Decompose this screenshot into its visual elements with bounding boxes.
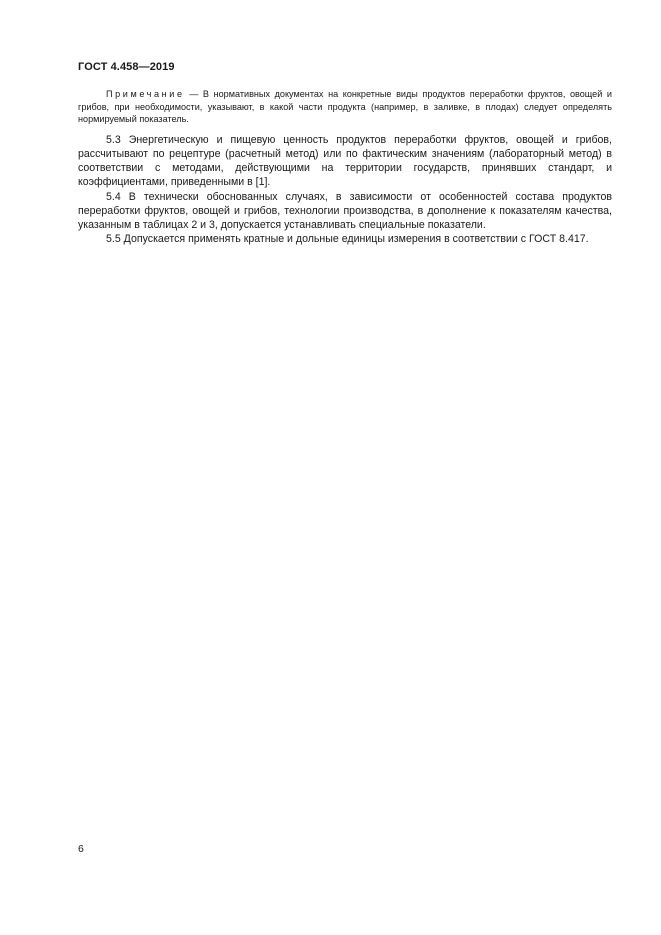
document-code-header: ГОСТ 4.458—2019 bbox=[78, 61, 175, 73]
note-text: — В нормативных документах на конкретные виды продуктов переработки фруктов, овощей и грибов, при необходимости, указывают, в какой части продукта (например, в заливке, в плодах) следует определять нормируемый показатель. bbox=[78, 89, 612, 125]
document-body bbox=[78, 88, 612, 246]
paragraph-5-3: 5.3 Энергетическую и пищевую ценность продуктов переработки фруктов, овощей и грибов, рассчитывают по рецептуре (расчетный метод) или по фактическим значениям (лабораторный метод) в соответствии с методами, действующими на территории государств, принявших стандарт, и коэффициентами, приведенными в [1]. bbox=[78, 133, 612, 189]
page-number: 6 bbox=[78, 843, 84, 855]
note-label: Примечание bbox=[106, 89, 185, 99]
note-paragraph bbox=[78, 88, 612, 126]
paragraph-5-5: 5.5 Допускается применять кратные и дольные единицы измерения в соответствии с ГОСТ 8.417. bbox=[106, 233, 589, 246]
paragraph-5-4: 5.4 В технически обоснованных случаях, в зависимости от особенностей состава продуктов переработки фруктов, овощей и грибов, технологии производства, в дополнение к показателям качества, указанным в таблицах 2 и 3, допускается устанавливать специальные показатели. bbox=[78, 190, 612, 231]
